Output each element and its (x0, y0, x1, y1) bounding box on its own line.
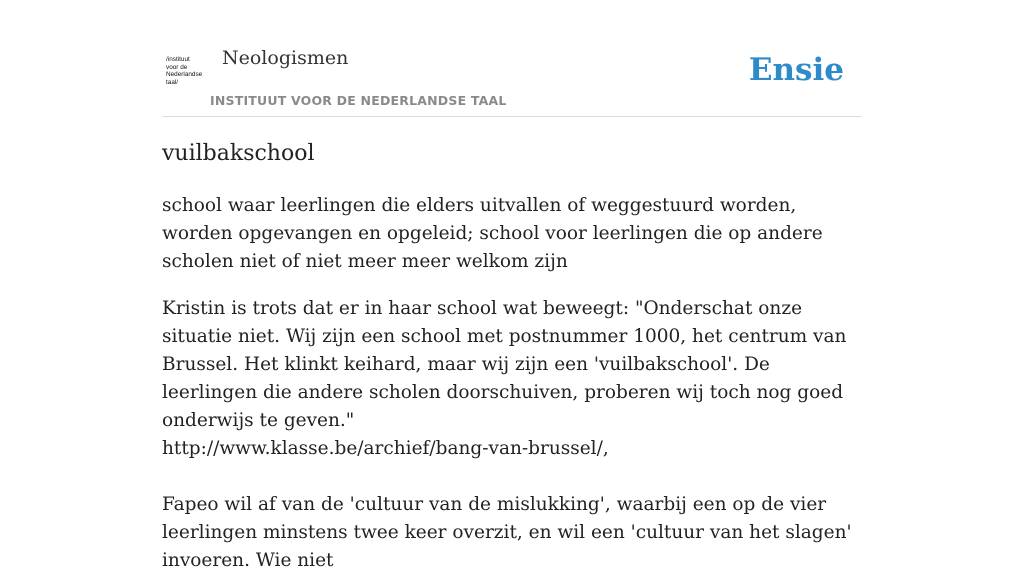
logo-line: voor de (166, 63, 188, 71)
logo-line: Nederlandse (166, 71, 203, 79)
logo-line: /instituut (166, 56, 190, 63)
entry-definition: school waar leerlingen die elders uitvallen of weggestuurd worden, worden opgevangen en opgeleid; school voor leerlingen die op andere scholen niet of niet meer meer welkom zijn (162, 195, 823, 272)
ivdnt-logo[interactable] (166, 56, 208, 88)
entry-example: Kristin is trots dat er in haar school wat beweegt: "Onderschat onze situatie niet. Wij zijn een school met postnummer 1000, het centrum van Brussel. Het klinkt keihard, maar wij zijn een 'vuilbakschool'. De leerlingen die andere scholen doorschuiven, proberen wij toch nog goed onderwijs te geven." http://www.klasse.be/archief/bang-van-brussel/, Fapeo wil af van de 'cultuur van de mislukking', waarbij een op de vier leerlingen minstens twee keer overzit, en wil een 'cultuur van het slagen' invoeren. Wie niet (162, 298, 852, 571)
ensie-logo-link[interactable]: Ensie (748, 52, 844, 88)
site-header (162, 0, 862, 117)
entry-title: vuilbakschool (162, 141, 315, 166)
logo-line: taal/ (166, 78, 179, 86)
page (162, 0, 862, 571)
site-title[interactable]: Neologismen (222, 47, 349, 69)
site-subtitle: INSTITUUT VOOR DE NEDERLANDSE TAAL (210, 93, 507, 108)
